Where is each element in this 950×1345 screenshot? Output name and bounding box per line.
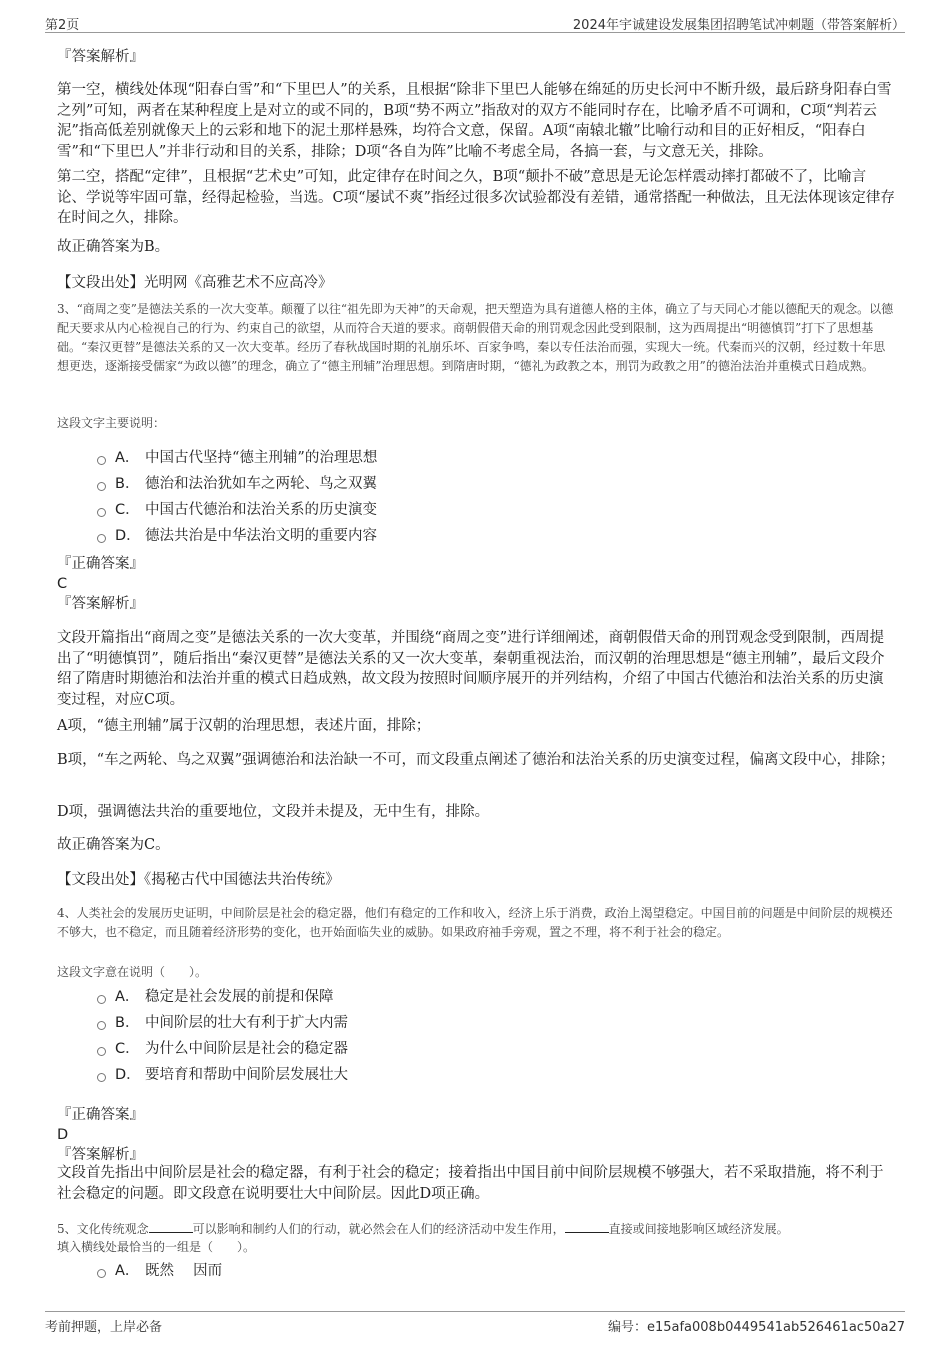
- q3-analysis-paragraph-1: 文段开篇指出“商周之变”是德法关系的一次大变革，并围绕“商周之变”进行详细阐述，商朝假借天命的刑罚观念受到限制，西周提出了“明德慎罚”，随后指出“秦汉更替”是德法关系的又一次大变革，秦朝重视法治，而汉朝的治理思想是“德主刑辅”，最后文段介绍了隋唐时期德治和法治并重的模式日趋成熟，故文段为按照时间顺序展开的并列结构，介绍了中国古代德治和法治关系的历史演变过程，对应C项。: [57, 630, 885, 708]
- q3-analysis-label: 『答案解析』: [57, 596, 144, 612]
- q3-answer: C: [57, 576, 68, 592]
- q2-conclusion: 故正确答案为B。: [57, 239, 170, 255]
- q3-option-d[interactable]: D． 德法共治是中华法治文明的重要内容: [97, 526, 377, 546]
- q4-option-c[interactable]: C． 为什么中间阶层是社会的稳定器: [97, 1039, 348, 1059]
- blank-line-2: [565, 1218, 609, 1233]
- q2-analysis-paragraph-2: 第二空，搭配“定律”，且根据“艺术史”可知，此定律存在时间之久，B项“颠扑不破”意思是无论怎样震动摔打都破不了，比喻言论、学说等牢固可靠，经得起检验，当选。C项“屡试不爽”指经过很多次试验都没有差错，通常搭配一种做法，且无法体现该定律存在时间之久，排除。: [57, 169, 895, 226]
- q5-stem: 5、文化传统观念 可以影响和制约人们的行动，就必然会在人们的经济活动中发生作用， 直接或间接地影响区域经济发展。: [57, 1218, 895, 1239]
- q4-analysis-label: 『答案解析』: [57, 1147, 144, 1163]
- blank-line-1: [149, 1218, 193, 1233]
- q3-prompt: 这段文字主要说明：: [57, 416, 166, 430]
- document-id: 编号：e15afa008b0449541ab526461ac50a27: [607, 1320, 905, 1335]
- q4-answer: D: [57, 1127, 69, 1143]
- q2-source: 【文段出处】光明网《高雅艺术不应高冷》: [57, 275, 333, 291]
- radio-icon[interactable]: [97, 1073, 106, 1082]
- document-title: 2024年宇诚建设发展集团招聘笔试冲刺题（带答案解析）: [572, 18, 905, 33]
- radio-icon[interactable]: [97, 456, 106, 465]
- page-number: 第2页: [45, 18, 80, 33]
- q4-stem: 4、人类社会的发展历史证明，中间阶层是社会的稳定器，他们有稳定的工作和收入，经济上乐于消费，政治上渴望稳定。中国目前的问题是中间阶层的规模还不够大，也不稳定，而且随着经济形势的变化，也开始面临失业的威胁。如果政府袖手旁观，置之不理，将不利于社会的稳定。: [57, 906, 893, 939]
- page-header: [45, 12, 905, 33]
- q4-option-b[interactable]: B． 中间阶层的壮大有利于扩大内需: [97, 1013, 348, 1033]
- q4-option-a[interactable]: A． 稳定是社会发展的前提和保障: [97, 987, 334, 1007]
- q3-stem: 3、“商周之变”是德法关系的一次大变革。颠覆了以往“祖先即为天神”的天命观，把天塑造为具有道德人格的主体，确立了与天同心才能以德配天的观念。以德配天要求从内心检视自己的行为、约束自己的欲望，从而符合天道的要求。商朝假借天命的刑罚观念因此受到限制，这为西周提出“明德慎罚”打下了思想基础。“秦汉更替”是德法关系的又一次大变革。经历了春秋战国时期的礼崩乐坏、百家争鸣，秦以专任法治而强，实现大一统。代秦而兴的汉朝，经过数十年思想更迭，逐渐接受儒家“为政以德”的理念，确立了“德主刑辅”治理思想。到隋唐时期，“德礼为政教之本，刑罚为政教之用”的德治法治并重模式日趋成熟。: [57, 302, 894, 373]
- q4-answer-label: 『正确答案』: [57, 1107, 144, 1123]
- q4-prompt: 这段文字意在说明（ ）。: [57, 965, 208, 979]
- radio-icon[interactable]: [97, 534, 106, 543]
- q3-analysis-paragraph-2: A项，“德主刑辅”属于汉朝的治理思想，表述片面，排除；: [57, 718, 431, 734]
- q3-option-b[interactable]: B． 德治和法治犹如车之两轮、鸟之双翼: [97, 474, 377, 494]
- q3-analysis-paragraph-4: D项，强调德法共治的重要地位，文段并未提及，无中生有，排除。: [57, 804, 490, 820]
- radio-icon[interactable]: [97, 1021, 106, 1030]
- footer-slogan: 考前押题，上岸必备: [45, 1320, 163, 1335]
- q3-option-a[interactable]: A． 中国古代坚持“德主刑辅”的治理思想: [97, 448, 377, 468]
- q4-analysis: 文段首先指出中间阶层是社会的稳定器，有利于社会的稳定；接着指出中国目前中间阶层规模不够强大，若不采取措施，将不利于社会稳定的问题。即文段意在说明要壮大中间阶层。因此D项正确。: [57, 1165, 884, 1202]
- radio-icon[interactable]: [97, 1269, 106, 1278]
- q3-conclusion: 故正确答案为C。: [57, 837, 170, 853]
- q5-prompt: 填入横线处最恰当的一组是（ ）。: [57, 1240, 256, 1254]
- q3-source: 【文段出处】《揭秘古代中国德法共治传统》: [57, 872, 340, 888]
- radio-icon[interactable]: [97, 482, 106, 491]
- q3-option-c[interactable]: C． 中国古代德治和法治关系的历史演变: [97, 500, 377, 520]
- page-footer: [45, 1311, 905, 1336]
- q3-analysis-paragraph-3: B项，“车之两轮、鸟之双翼”强调德治和法治缺一不可，而文段重点阐述了德治和法治关系的历史演变过程，偏离文段中心，排除；: [57, 752, 895, 768]
- radio-icon[interactable]: [97, 1047, 106, 1056]
- q3-answer-label: 『正确答案』: [57, 556, 144, 572]
- q4-option-d[interactable]: D． 要培育和帮助中间阶层发展壮大: [97, 1065, 348, 1085]
- radio-icon[interactable]: [97, 508, 106, 517]
- radio-icon[interactable]: [97, 995, 106, 1004]
- q2-analysis-paragraph-1: 第一空，横线处体现“阳春白雪”和“下里巴人”的关系，且根据“除非下里巴人能够在绵延的历史长河中不断升级，最后跻身阳春白雪之列”可知，两者在某种程度上是对立的或不同的，B项“势不两立”指敌对的双方不能同时存在，比喻矛盾不可调和，C项“判若云泥”指高低差别就像天上的云彩和地下的泥土那样悬殊，均符合文意，保留。A项“南辕北辙”比喻行动和目的正好相反，“阳春白雪”和“下里巴人”并非行动和目的关系，排除；D项“各自为阵”比喻不考虑全局，各搞一套，与文意无关，排除。: [57, 82, 892, 160]
- q5-option-a[interactable]: A． 既然 因而: [97, 1261, 222, 1281]
- q2-analysis-label: 『答案解析』: [57, 49, 144, 65]
